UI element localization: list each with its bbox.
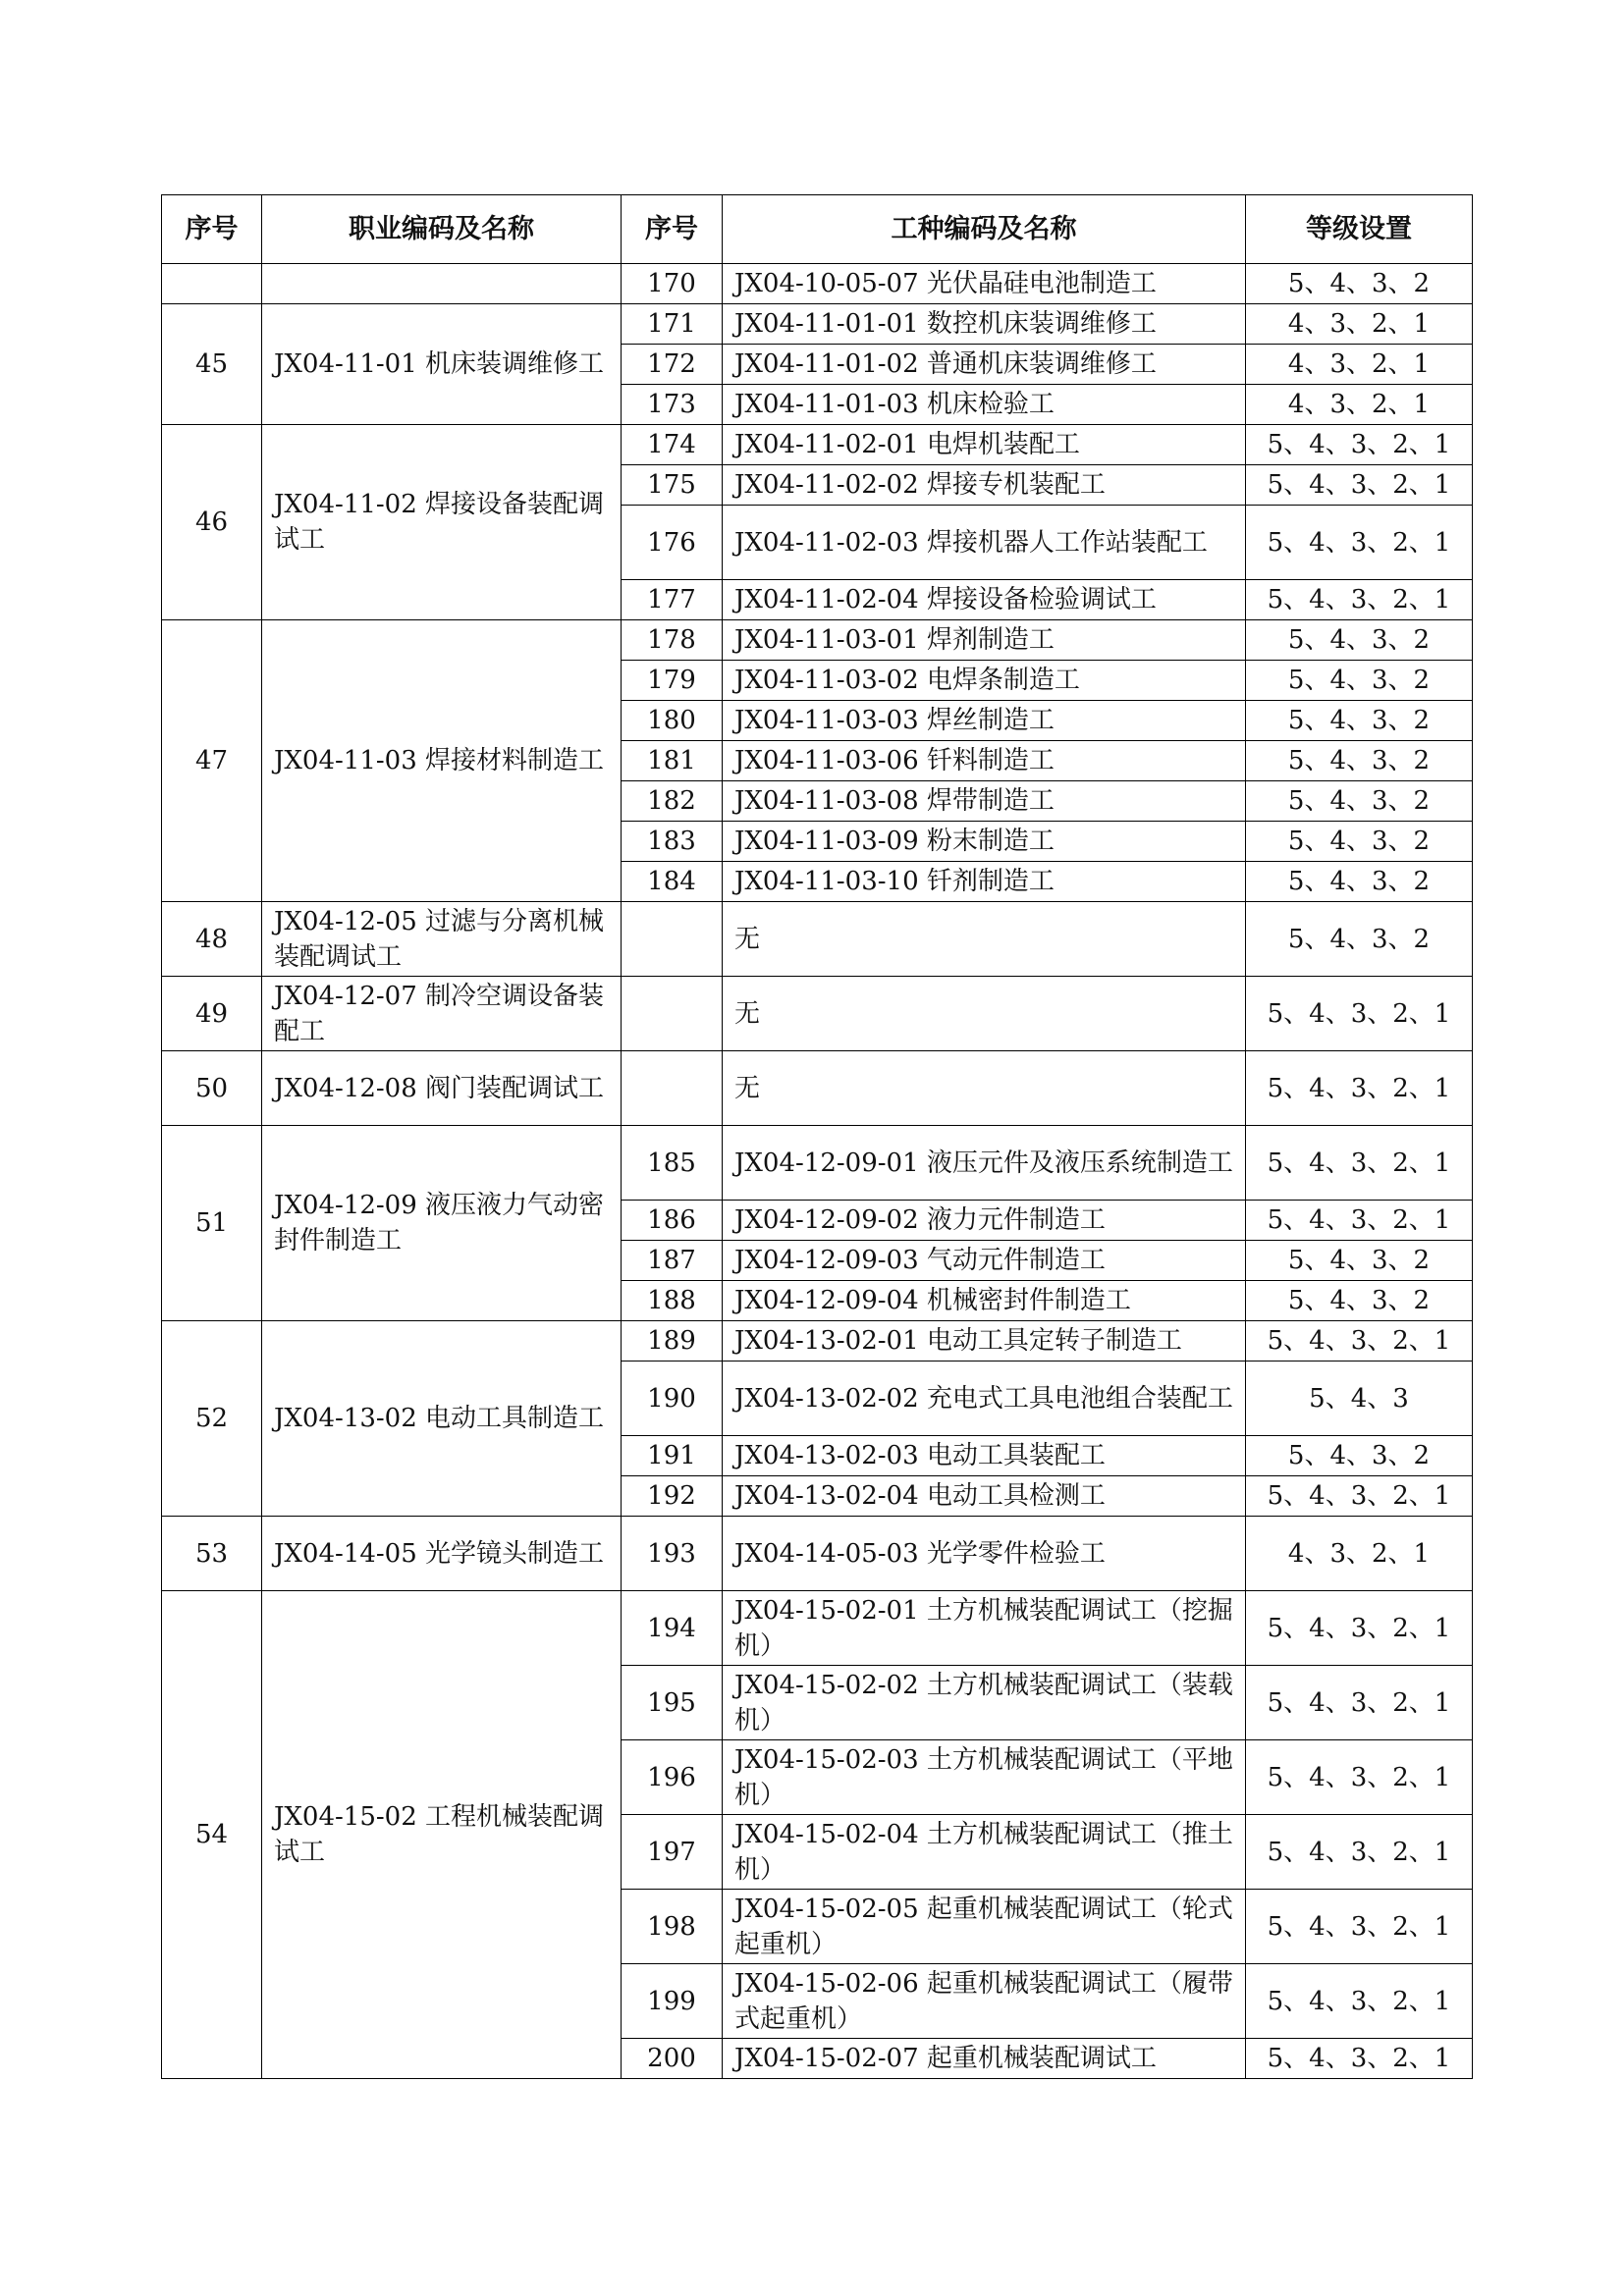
job-name-cell: JX04-11-03-09 粉末制造工 (723, 822, 1246, 862)
level-setting-cell: 4、3、2、1 (1246, 304, 1473, 345)
job-name-cell: JX04-12-09-03 气动元件制造工 (723, 1241, 1246, 1281)
job-name-cell: JX04-11-02-03 焊接机器人工作站装配工 (723, 506, 1246, 580)
level-setting-cell: 5、4、3 (1246, 1362, 1473, 1436)
job-number-cell: 188 (622, 1281, 723, 1321)
level-setting-cell: 5、4、3、2、1 (1246, 1740, 1473, 1815)
job-name-cell: JX04-13-02-04 电动工具检测工 (723, 1476, 1246, 1517)
level-setting-cell: 5、4、3、2、1 (1246, 506, 1473, 580)
level-setting-cell: 5、4、3、2、1 (1246, 1666, 1473, 1740)
job-name-cell: JX04-11-03-06 钎料制造工 (723, 741, 1246, 781)
table-row (162, 1321, 1473, 1362)
job-name-cell: 无 (723, 1051, 1246, 1126)
job-number-cell: 195 (622, 1666, 723, 1740)
occupation-name-cell: JX04-15-02 工程机械装配调试工 (262, 1591, 622, 2079)
table-row (162, 1517, 1473, 1591)
job-number-cell: 192 (622, 1476, 723, 1517)
job-name-cell: JX04-11-02-04 焊接设备检验调试工 (723, 580, 1246, 620)
occupation-name-cell: JX04-12-09 液压液力气动密封件制造工 (262, 1126, 622, 1321)
table-row (162, 977, 1473, 1051)
job-name-cell: JX04-14-05-03 光学零件检验工 (723, 1517, 1246, 1591)
job-name-cell: JX04-13-02-01 电动工具定转子制造工 (723, 1321, 1246, 1362)
occupation-name-cell: JX04-12-08 阀门装配调试工 (262, 1051, 622, 1126)
occupation-number-cell: 53 (162, 1517, 262, 1591)
job-number-cell: 181 (622, 741, 723, 781)
job-number-cell: 173 (622, 385, 723, 425)
job-number-cell: 171 (622, 304, 723, 345)
job-name-cell: JX04-11-01-01 数控机床装调维修工 (723, 304, 1246, 345)
level-setting-cell: 5、4、3、2、1 (1246, 1321, 1473, 1362)
level-setting-cell: 5、4、3、2、1 (1246, 977, 1473, 1051)
occupation-number-cell (162, 264, 262, 304)
job-name-cell: JX04-13-02-02 充电式工具电池组合装配工 (723, 1362, 1246, 1436)
table-body (162, 264, 1473, 2079)
job-number-cell: 199 (622, 1964, 723, 2039)
job-number-cell: 193 (622, 1517, 723, 1591)
job-number-cell: 184 (622, 862, 723, 902)
job-number-cell: 197 (622, 1815, 723, 1890)
job-name-cell: JX04-15-02-02 土方机械装配调试工（装载机） (723, 1666, 1246, 1740)
job-name-cell: JX04-11-03-10 钎剂制造工 (723, 862, 1246, 902)
level-setting-cell: 5、4、3、2 (1246, 822, 1473, 862)
level-setting-cell: 5、4、3、2、1 (1246, 1476, 1473, 1517)
job-name-cell: JX04-15-02-05 起重机械装配调试工（轮式起重机） (723, 1890, 1246, 1964)
job-number-cell: 187 (622, 1241, 723, 1281)
job-number-cell (622, 1051, 723, 1126)
level-setting-cell: 5、4、3、2 (1246, 1436, 1473, 1476)
level-setting-cell: 5、4、3、2、1 (1246, 425, 1473, 465)
occupation-table (161, 194, 1473, 2079)
job-number-cell: 196 (622, 1740, 723, 1815)
level-setting-cell: 5、4、3、2 (1246, 620, 1473, 661)
job-number-cell: 186 (622, 1201, 723, 1241)
level-setting-cell: 5、4、3、2、1 (1246, 1964, 1473, 2039)
job-name-cell: JX04-12-09-02 液力元件制造工 (723, 1201, 1246, 1241)
header-job-name: 工种编码及名称 (723, 195, 1246, 264)
occupation-name-cell: JX04-12-07 制冷空调设备装配工 (262, 977, 622, 1051)
job-name-cell: JX04-11-02-01 电焊机装配工 (723, 425, 1246, 465)
job-number-cell: 170 (622, 264, 723, 304)
level-setting-cell: 4、3、2、1 (1246, 345, 1473, 385)
level-setting-cell: 5、4、3、2 (1246, 862, 1473, 902)
job-name-cell: 无 (723, 902, 1246, 977)
job-number-cell: 176 (622, 506, 723, 580)
job-number-cell (622, 902, 723, 977)
level-setting-cell: 4、3、2、1 (1246, 385, 1473, 425)
level-setting-cell: 5、4、3、2 (1246, 781, 1473, 822)
job-number-cell: 191 (622, 1436, 723, 1476)
job-number-cell: 174 (622, 425, 723, 465)
occupation-number-cell: 48 (162, 902, 262, 977)
level-setting-cell: 5、4、3、2、1 (1246, 2039, 1473, 2079)
job-number-cell: 194 (622, 1591, 723, 1666)
job-number-cell: 172 (622, 345, 723, 385)
occupation-name-cell: JX04-11-03 焊接材料制造工 (262, 620, 622, 902)
table-row (162, 1051, 1473, 1126)
job-number-cell: 185 (622, 1126, 723, 1201)
occupation-number-cell: 46 (162, 425, 262, 620)
job-number-cell: 198 (622, 1890, 723, 1964)
job-number-cell (622, 977, 723, 1051)
job-number-cell: 177 (622, 580, 723, 620)
table-row (162, 620, 1473, 661)
job-name-cell: JX04-10-05-07 光伏晶硅电池制造工 (723, 264, 1246, 304)
level-setting-cell: 5、4、3、2、1 (1246, 1890, 1473, 1964)
job-number-cell: 175 (622, 465, 723, 506)
table-row (162, 902, 1473, 977)
occupation-name-cell: JX04-11-01 机床装调维修工 (262, 304, 622, 425)
header-levels: 等级设置 (1246, 195, 1473, 264)
job-number-cell: 183 (622, 822, 723, 862)
job-number-cell: 178 (622, 620, 723, 661)
job-name-cell: JX04-11-03-02 电焊条制造工 (723, 661, 1246, 701)
job-name-cell: JX04-15-02-07 起重机械装配调试工 (723, 2039, 1246, 2079)
job-name-cell: JX04-13-02-03 电动工具装配工 (723, 1436, 1246, 1476)
occupation-number-cell: 52 (162, 1321, 262, 1517)
table-row (162, 304, 1473, 345)
job-number-cell: 190 (622, 1362, 723, 1436)
level-setting-cell: 5、4、3、2、1 (1246, 1051, 1473, 1126)
job-name-cell: JX04-12-09-04 机械密封件制造工 (723, 1281, 1246, 1321)
level-setting-cell: 5、4、3、2、1 (1246, 1201, 1473, 1241)
occupation-name-cell (262, 264, 622, 304)
job-name-cell: JX04-11-03-01 焊剂制造工 (723, 620, 1246, 661)
job-name-cell: JX04-15-02-01 土方机械装配调试工（挖掘机） (723, 1591, 1246, 1666)
occupation-number-cell: 47 (162, 620, 262, 902)
level-setting-cell: 5、4、3、2 (1246, 902, 1473, 977)
table-header-row (162, 195, 1473, 264)
occupation-number-cell: 49 (162, 977, 262, 1051)
level-setting-cell: 4、3、2、1 (1246, 1517, 1473, 1591)
table-row (162, 425, 1473, 465)
job-name-cell: JX04-11-01-03 机床检验工 (723, 385, 1246, 425)
job-name-cell: JX04-15-02-03 土方机械装配调试工（平地机） (723, 1740, 1246, 1815)
job-number-cell: 189 (622, 1321, 723, 1362)
job-name-cell: 无 (723, 977, 1246, 1051)
job-number-cell: 180 (622, 701, 723, 741)
level-setting-cell: 5、4、3、2、1 (1246, 465, 1473, 506)
occupation-name-cell: JX04-11-02 焊接设备装配调试工 (262, 425, 622, 620)
job-name-cell: JX04-11-02-02 焊接专机装配工 (723, 465, 1246, 506)
job-number-cell: 182 (622, 781, 723, 822)
level-setting-cell: 5、4、3、2、1 (1246, 1815, 1473, 1890)
header-occupation-no: 序号 (162, 195, 262, 264)
job-number-cell: 179 (622, 661, 723, 701)
job-name-cell: JX04-11-03-08 焊带制造工 (723, 781, 1246, 822)
job-name-cell: JX04-15-02-04 土方机械装配调试工（推土机） (723, 1815, 1246, 1890)
header-occupation-name: 职业编码及名称 (262, 195, 622, 264)
occupation-name-cell: JX04-14-05 光学镜头制造工 (262, 1517, 622, 1591)
job-name-cell: JX04-11-03-03 焊丝制造工 (723, 701, 1246, 741)
job-name-cell: JX04-12-09-01 液压元件及液压系统制造工 (723, 1126, 1246, 1201)
occupation-number-cell: 50 (162, 1051, 262, 1126)
level-setting-cell: 5、4、3、2 (1246, 1241, 1473, 1281)
level-setting-cell: 5、4、3、2、1 (1246, 1126, 1473, 1201)
level-setting-cell: 5、4、3、2 (1246, 1281, 1473, 1321)
table-row (162, 1126, 1473, 1201)
level-setting-cell: 5、4、3、2、1 (1246, 580, 1473, 620)
level-setting-cell: 5、4、3、2、1 (1246, 1591, 1473, 1666)
level-setting-cell: 5、4、3、2 (1246, 661, 1473, 701)
occupation-number-cell: 45 (162, 304, 262, 425)
occupation-number-cell: 54 (162, 1591, 262, 2079)
table-row (162, 264, 1473, 304)
occupation-number-cell: 51 (162, 1126, 262, 1321)
job-number-cell: 200 (622, 2039, 723, 2079)
level-setting-cell: 5、4、3、2 (1246, 264, 1473, 304)
occupation-name-cell: JX04-12-05 过滤与分离机械装配调试工 (262, 902, 622, 977)
job-name-cell: JX04-11-01-02 普通机床装调维修工 (723, 345, 1246, 385)
job-name-cell: JX04-15-02-06 起重机械装配调试工（履带式起重机） (723, 1964, 1246, 2039)
occupation-name-cell: JX04-13-02 电动工具制造工 (262, 1321, 622, 1517)
level-setting-cell: 5、4、3、2 (1246, 701, 1473, 741)
table-row (162, 1591, 1473, 1666)
level-setting-cell: 5、4、3、2 (1246, 741, 1473, 781)
header-job-no: 序号 (622, 195, 723, 264)
